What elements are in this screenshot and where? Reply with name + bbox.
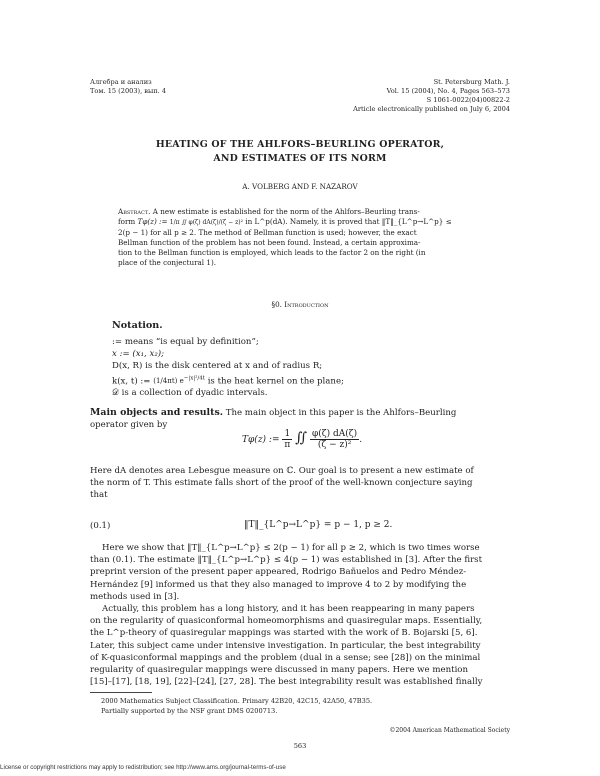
main-after-formula: [90, 465, 510, 502]
heat-kernel-prefix: k(x, t) :=: [112, 375, 154, 386]
paragraph-line: on the regularity of quasiconformal homeomorphisms and quasiregular maps. Essentially,: [90, 616, 483, 627]
abstract: Abstract. A new estimate is established for the norm of the Ahlfors–Beurling trans- form Tφ(z) := 1/π ∬ φ(ζ) dA(ζ)/(ζ − z)² in L^p(dA). Namely, it is proved that ‖T‖_{L^p→L^p} ≤ 2(p − 1) for all p ≥ 2. The method of Bellman function is used; however, the exact Bellman function of the problem has not been found. Instead, a certain approxima- tion to the Bellman function is employed, which leads to the factor 2 on the right (in place of the conjectural 1).: [118, 207, 484, 268]
paragraph-line: Hernández [9] informed us that they also managed to improve 4 to 2 by modifying the: [90, 579, 467, 590]
formula-lhs: Tφ(z) :=: [242, 435, 283, 445]
header-left-journal: Алгебра и анализ: [90, 78, 152, 86]
section-title: Introduction: [284, 300, 329, 309]
intro-paragraphs: [90, 542, 510, 688]
abstract-line2a: form: [118, 217, 138, 226]
abstract-line1: A new estimate is established for the norm of the Ahlfors–Beurling trans-: [152, 207, 420, 216]
notation-item: 𝒟 is a collection of dyadic intervals.: [112, 388, 268, 399]
main-after-line1: Here dA denotes area Lebesgue measure on ℂ. Our goal is to present a new estimate of: [90, 466, 474, 476]
header-right-journal: St. Petersburg Math. J.: [433, 78, 510, 86]
notation-list: [112, 336, 512, 399]
paragraph-line: than (0.1). The estimate ‖T‖_{L^p→L^p} ≤ 4(p − 1) was established in [3]. After the first: [90, 555, 483, 566]
section-heading: [90, 300, 510, 310]
notation-item: is the heat kernel on the plane;: [207, 375, 344, 386]
main-after-line2: the norm of T. This estimate falls short of the proof of the well-known conjecture saying: [90, 478, 473, 489]
abstract-line5: tion to the Bellman function is employed, which leads to the factor 2 on the right (in: [118, 248, 426, 257]
paper-title-line2: AND ESTIMATES OF ITS NORM: [213, 153, 387, 164]
section-number: §0.: [271, 300, 282, 309]
main-line1: The main object in this paper is the Ahlfors–Beurling: [225, 408, 457, 418]
notation-item: x := (x₁, x₂);: [112, 349, 165, 360]
abstract-line2b: in L^p(dA). Namely, it is proved that ‖T‖_{L^p→L^p} ≤: [243, 217, 452, 226]
main-heading: Main objects and results.: [90, 407, 223, 418]
paragraph-line: the L^p-theory of quasiregular mappings was started with the work of B. Bojarski [5, 6].: [90, 628, 478, 639]
main-line2: operator given by: [90, 420, 168, 431]
notation-item: D(x, R) is the disk centered at x and of radius R;: [112, 361, 323, 372]
ahlfors-beurling-formula: Tφ(z) := $\frac{1}{\pi}$ ∬ $\frac{\varphi(\zeta) dA(\zeta)}{\text{(ζ − z)²}}$ .: [242, 429, 363, 450]
copyright: ©2004 American Mathematical Society: [389, 727, 510, 734]
page-number: 563: [293, 742, 307, 750]
header-right-issn: S 1061-0022(04)00822-2: [426, 96, 510, 104]
paragraph-line: of K-quasiconformal mappings and the problem (dual in a sense; see [28]) on the minimal: [90, 652, 481, 663]
main-after-line3: that: [90, 490, 108, 501]
notation-heading: Notation.: [112, 320, 163, 331]
main-objects: [90, 407, 510, 431]
header-right-volume: Vol. 15 (2004), No. 4, Pages 563–573: [386, 87, 510, 95]
formula-numerator: φ(ζ) dA(ζ): [311, 429, 358, 439]
abstract-label: Abstract.: [118, 207, 151, 216]
notation-item-heat: k(x, t) := (1/4πt) $e^{-|x|^2/4t}$ is the heat kernel on the plane;: [112, 375, 344, 386]
abstract-line3: 2(p − 1) for all p ≥ 2. The method of Bellman function is used; however, the exact: [118, 228, 417, 237]
paragraph-line: Later, this subject came under intensive investigation. In particular, the best integrability: [90, 640, 481, 651]
license-notice: License or copyright restrictions may apply to redistribution; see http://www.ams.org/journal-terms-of-use: [0, 764, 286, 771]
notation-item: := means “is equal by definition”;: [112, 337, 259, 347]
abstract-line6: place of the conjectural 1).: [118, 258, 217, 267]
formula-denominator: (ζ − z)²: [317, 440, 352, 450]
paper-title-line1: HEATING OF THE AHLFORS–BEURLING OPERATOR,: [155, 139, 445, 150]
header-right-published: Article electronically published on July 6, 2004: [353, 105, 510, 113]
equation-0-1: ‖T‖_{L^p→L^p} = p − 1, p ≥ 2.: [244, 520, 393, 530]
paragraph-line: regularity of quasiregular mappings were discussed in many papers. Here we mention: [90, 665, 469, 676]
paragraph-line: [15]–[17], [18, 19], [22]–[24], [27, 28]. The best integrability result was established finally: [90, 677, 483, 688]
equation-label: (0.1): [90, 521, 111, 531]
abstract-line4: Bellman function of the problem has not been found. Instead, a certain approxima-: [118, 238, 421, 247]
footnote-msc: 2000 Mathematics Subject Classification. Primary 42B20, 42C15, 42A50, 47B35.: [101, 697, 373, 705]
footnote-rule: [90, 692, 152, 693]
paragraph-line: Here we show that ‖T‖_{L^p→L^p} ≤ 2(p − 1) for all p ≥ 2, which is two times worse: [102, 543, 480, 553]
paragraph-line: methods used in [3].: [90, 591, 180, 602]
header-left-volume: Том. 15 (2003), вып. 4: [90, 87, 167, 95]
paragraph-line: Actually, this problem has a long history, and it has been reappearing in many papers: [102, 604, 475, 615]
footnote-support: Partially supported by the NSF grant DMS 0200713.: [101, 707, 278, 715]
paragraph-line: preprint version of the present paper appeared, Rodrigo Bañuelos and Pedro Méndez-: [90, 567, 467, 578]
authors: A. VOLBERG AND F. NAZAROV: [242, 182, 358, 191]
